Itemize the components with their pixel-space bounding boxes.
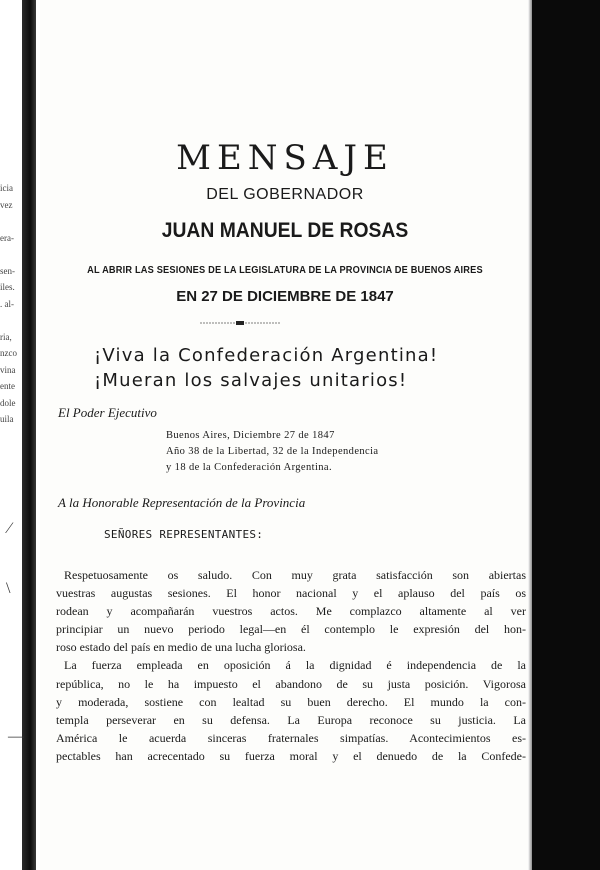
scan-right-dark-edge — [532, 0, 600, 870]
slogan-mueran: ¡Mueran los salvajes unitarios! — [94, 370, 408, 391]
sender-line: El Poder Ejecutivo — [58, 405, 157, 420]
slogan-viva: ¡Viva la Confederación Argentina! — [94, 345, 439, 366]
body-line: república, no le ha impuesto el abandono de su justa posición. Vigorosa — [56, 676, 526, 691]
document-title: MENSAJE — [176, 138, 394, 178]
document-date: EN 27 DE DICIEMBRE DE 1847 — [176, 288, 394, 305]
governor-name: JUAN MANUEL DE ROSAS — [161, 219, 409, 242]
bleed-line — [0, 213, 40, 230]
body-paragraphs — [56, 566, 526, 765]
body-line: principiar un nuevo periodo legal—en él contemplo le expresión del hon- — [56, 622, 526, 637]
margin-mark: ⁄ — [8, 520, 11, 537]
bleed-line: vez — [0, 199, 13, 210]
body-line: rodean y acompañarán vuestros actos. Me complazco altamente al ver — [56, 604, 526, 619]
bleed-line: uila — [0, 414, 14, 424]
bleed-line: nzco — [0, 348, 17, 358]
bleed-line: . al- — [0, 298, 14, 309]
body-line: La fuerza empleada en oposición á la dignidad é independencia de la — [64, 658, 526, 673]
book-binding-shadow — [22, 0, 36, 870]
body-line: pectables han acrecentado su fuerza moral y el denuedo de la Confede- — [56, 748, 526, 763]
body-line: vuestras augustas sesiones. El honor nacional y el aplauso del país os — [56, 586, 526, 601]
bleed-line — [0, 312, 40, 329]
body-line: y moderada, sostiene con lealtad su buen derecho. El mundo la con- — [56, 694, 526, 709]
subtitle-occasion: AL ABRIR LAS SESIONES DE LA LEGISLATURA DE LA PROVINCIA DE BUENOS AIRES — [87, 264, 483, 276]
body-line: templa perseverar en su defensa. La Europa reconoce su justicia. La — [56, 712, 526, 727]
place-date-line: y 18 de la Confederación Argentina. — [166, 462, 333, 473]
ornament-divider — [200, 320, 280, 326]
place-date-line: Año 38 de la Libertad, 32 de la Independencia — [166, 446, 379, 457]
bleed-line: icia — [0, 183, 13, 193]
margin-mark: — — [8, 728, 24, 745]
place-date-line: Buenos Aires, Diciembre 27 de 1847 — [166, 430, 335, 441]
bleed-line: vina — [0, 364, 16, 375]
previous-page-bleed-text — [0, 180, 40, 428]
body-line: América le acuerda sinceras fraternales simpatías. Acontecimientos es- — [56, 730, 526, 745]
body-line: Respetuosamente os saludo. Con muy grata satisfacción son abiertas — [64, 568, 526, 582]
bleed-line: iles. — [0, 282, 15, 292]
addressee-line: A la Honorable Representación de la Provincia — [58, 495, 306, 510]
subtitle-governor: DEL GOBERNADOR — [206, 186, 364, 203]
bleed-line: dole — [0, 397, 16, 408]
bleed-line — [0, 246, 40, 263]
bleed-line: ente — [0, 381, 15, 391]
bleed-line: era- — [0, 232, 14, 243]
body-line: roso estado del país en medio de una lucha gloriosa. — [56, 640, 306, 655]
margin-mark: \ — [6, 580, 11, 597]
bleed-line: ria, — [0, 331, 12, 342]
bleed-line: sen- — [0, 265, 15, 276]
salutation: SEÑORES REPRESENTANTES: — [104, 528, 264, 541]
